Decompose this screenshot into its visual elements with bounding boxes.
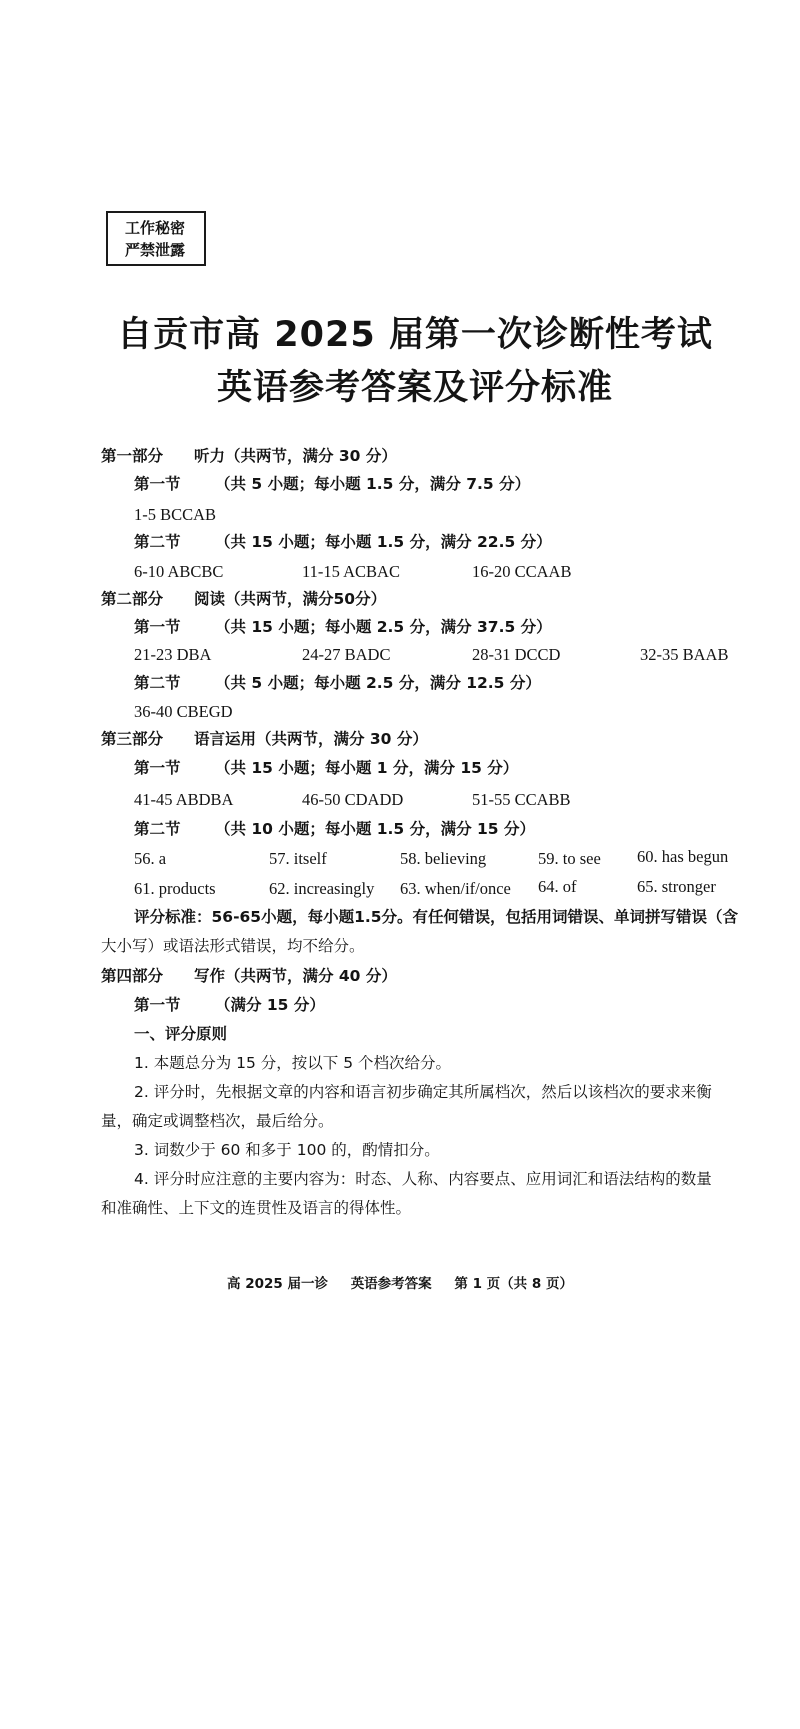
part2-label: 第二部分 — [101, 590, 164, 608]
answer-group: 21-23 DBA — [134, 645, 212, 664]
answer-group: 51-55 CCABB — [472, 790, 571, 809]
answer-group: 1-5 BCCAB — [134, 505, 217, 524]
criteria-line-2: 大小写）或语法形式错误，均不给分。 — [101, 937, 365, 955]
part1-section2-detail: （共 15 小题；每小题 1.5 分，满分 22.5 分） — [215, 533, 552, 551]
document-title-line-2: 英语参考答案及评分标准 — [216, 368, 613, 408]
answer-item: 62. increasingly — [269, 879, 375, 898]
part4-label: 第四部分 — [101, 967, 164, 985]
criteria-line-1 — [134, 907, 738, 927]
part2-section2-detail: （共 5 小题；每小题 2.5 分，满分 12.5 分） — [215, 674, 541, 692]
answer-group: 46-50 CDADD — [302, 790, 404, 809]
rule-4-line-1: 4. 评分时应注意的主要内容为：时态、人称、内容要点、应用词汇和语法结构的数量 — [134, 1170, 712, 1188]
part2-section1-label: 第一节 — [134, 618, 181, 636]
answer-group: 6-10 ABCBC — [134, 562, 224, 581]
part3-section1-label: 第一节 — [134, 759, 181, 777]
part3-section2-heading — [134, 819, 535, 839]
part1-section2-label: 第二节 — [134, 533, 181, 551]
part2-section1-heading — [134, 617, 552, 637]
rule-1: 1. 本题总分为 15 分，按以下 5 个档次给分。 — [134, 1054, 452, 1072]
part1-section1-label: 第一节 — [134, 475, 181, 493]
answer-group: 32-35 BAAB — [640, 645, 729, 664]
stamp-line-2: 严禁泄露 — [125, 241, 186, 259]
part2-section2-heading — [134, 673, 541, 693]
part2-section2-label: 第二节 — [134, 674, 181, 692]
part3-title: 语言运用（共两节，满分 30 分） — [194, 730, 428, 748]
document-title-line-1: 自贡市高 2025 届第一次诊断性考试 — [117, 315, 713, 355]
part3-section2-label: 第二节 — [134, 820, 181, 838]
footer-exam: 高 2025 届一诊 — [227, 1276, 328, 1292]
answer-group: 24-27 BADC — [302, 645, 391, 664]
part3-section1-detail: （共 15 小题；每小题 1 分，满分 15 分） — [215, 759, 519, 777]
rule-3: 3. 词数少于 60 和多于 100 的，酌情扣分。 — [134, 1141, 440, 1159]
answer-item: 59. to see — [538, 849, 601, 868]
part3-section1-heading — [134, 758, 518, 778]
answer-group: 11-15 ACBAC — [302, 562, 400, 581]
answer-group: 28-31 DCCD — [472, 645, 561, 664]
part2-heading — [101, 589, 386, 609]
part4-heading — [101, 966, 397, 986]
rule-2-line-2: 量，确定或调整档次，最后给分。 — [101, 1112, 334, 1130]
part4-title: 写作（共两节，满分 40 分） — [194, 967, 397, 985]
answer-group: 36-40 CBEGD — [134, 702, 233, 721]
page-footer — [0, 1272, 800, 1292]
answer-group: 41-45 ABDBA — [134, 790, 234, 809]
part1-label: 第一部分 — [101, 447, 164, 465]
part3-section2-detail: （共 10 小题；每小题 1.5 分，满分 15 分） — [215, 820, 535, 838]
answer-item: 63. when/if/once — [400, 879, 511, 898]
confidential-stamp — [106, 211, 206, 266]
answer-group: 16-20 CCAAB — [472, 562, 572, 581]
part4-section1-heading — [134, 995, 325, 1015]
answer-item: 56. a — [134, 849, 167, 868]
answer-item: 65. stronger — [637, 877, 716, 896]
footer-page-number: 第 1 页（共 8 页） — [454, 1276, 573, 1292]
answer-item: 58. believing — [400, 849, 487, 868]
answer-item: 61. products — [134, 879, 216, 898]
part1-heading — [101, 446, 397, 466]
rule-4-line-2: 和准确性、上下文的连贯性及语言的得体性。 — [101, 1199, 412, 1217]
stamp-line-1: 工作秘密 — [125, 219, 186, 237]
part3-heading — [101, 729, 428, 749]
answer-item: 60. has begun — [637, 847, 729, 866]
answer-item: 64. of — [538, 877, 577, 896]
part2-title: 阅读（共两节，满分50分） — [194, 590, 387, 608]
rule-2-line-1: 2. 评分时，先根据文章的内容和语言初步确定其所属档次，然后以该档次的要求来衡 — [134, 1083, 712, 1101]
criteria-text: 评分标准：56-65小题，每小题1.5分。有任何错误，包括用词错误、单词拼写错误（含 — [134, 908, 739, 926]
footer-subject: 英语参考答案 — [350, 1276, 432, 1292]
principles-heading: 一、评分原则 — [134, 1025, 228, 1043]
answer-item: 57. itself — [269, 849, 327, 868]
part1-section1-detail: （共 5 小题；每小题 1.5 分，满分 7.5 分） — [215, 475, 531, 493]
part4-section1-label: 第一节 — [134, 996, 181, 1014]
part1-section1-heading — [134, 474, 530, 494]
part3-label: 第三部分 — [101, 730, 164, 748]
part1-title: 听力（共两节，满分 30 分） — [194, 447, 397, 465]
part1-section2-heading — [134, 532, 552, 552]
part2-section1-detail: （共 15 小题；每小题 2.5 分，满分 37.5 分） — [215, 618, 552, 636]
part4-section1-detail: （满分 15 分） — [215, 996, 325, 1014]
